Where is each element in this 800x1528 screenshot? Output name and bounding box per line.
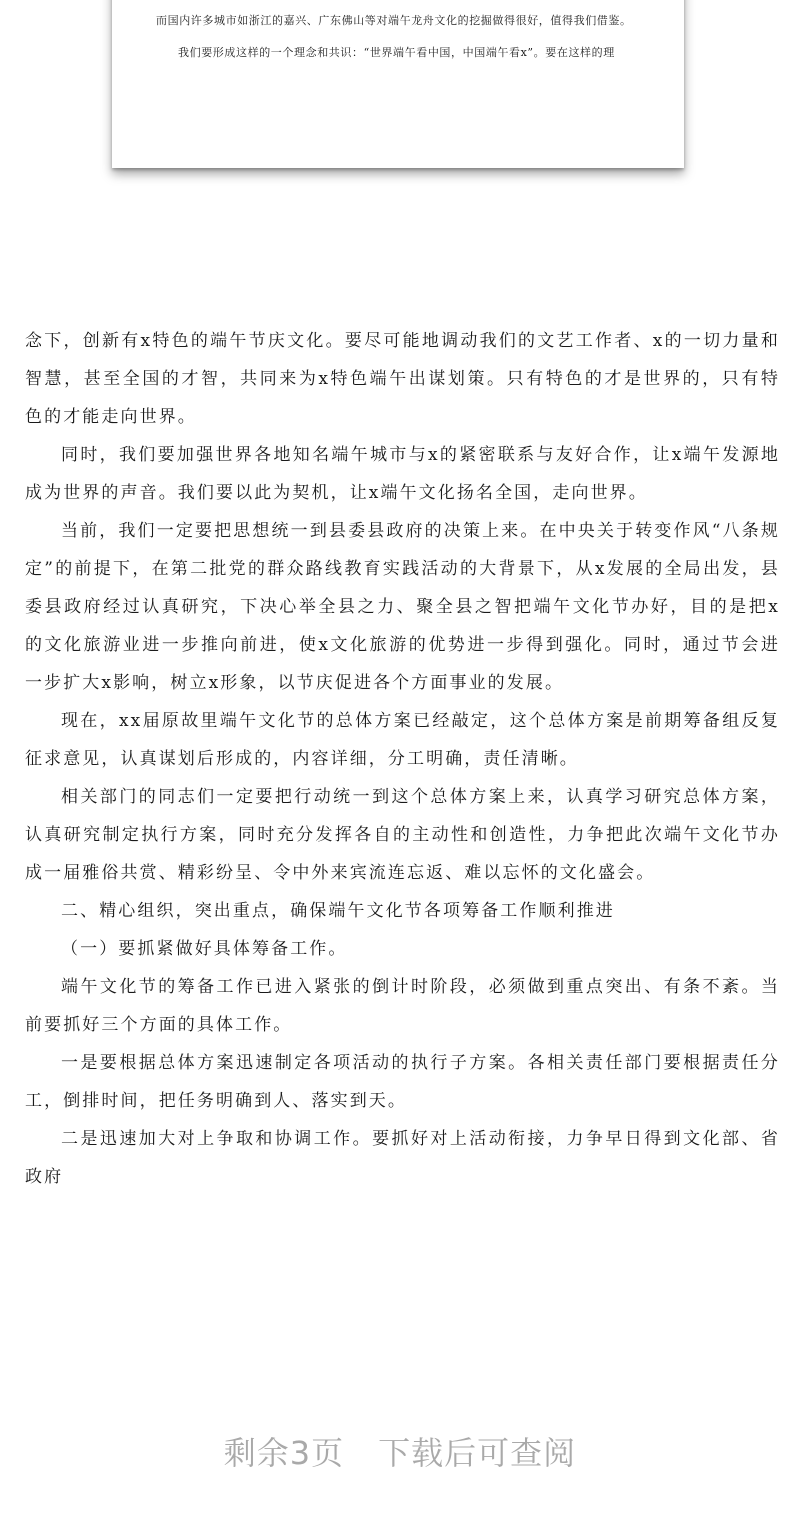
paragraph: 二是迅速加大对上争取和协调工作。要抓好对上活动衔接，力争早日得到文化部、省政府 [25,1129,780,1187]
document-preview-card [112,0,684,168]
download-prompt-button[interactable] [0,1428,800,1474]
subsection-heading: （一）要抓紧做好具体筹备工作。 [61,939,348,959]
paragraph: 一是要根据总体方案迅速制定各项活动的执行子方案。各相关责任部门要根据责任分工，倒排时间，把任务明确到人、落实到天。 [25,1053,780,1111]
paragraph: 相关部门的同志们一定要把行动统一到这个总体方案上来，认真学习研究总体方案，认真研究制定执行方案，同时充分发挥各自的主动性和创造性，力争把此次端午文化节办成一届雅俗共赏、精彩纷呈、令中外来宾流连忘返、难以忘怀的文化盛会。 [25,787,780,883]
remaining-pages-label: 剩余3页 [223,1434,345,1472]
document-body [25,322,780,1196]
paragraph: 同时，我们要加强世界各地知名端午城市与x的紧密联系与友好合作，让x端午发源地成为世界的声音。我们要以此为契机，让x端午文化扬名全国，走向世界。 [25,445,780,503]
preview-line-1: 而国内许多城市如浙江的嘉兴、广东佛山等对端午龙舟文化的挖掘做得很好，值得我们借鉴。 [156,14,632,27]
paragraph: 端午文化节的筹备工作已进入紧张的倒计时阶段，必须做到重点突出、有条不紊。当前要抓好三个方面的具体工作。 [25,977,780,1035]
section-heading: 二、精心组织，突出重点，确保端午文化节各项筹备工作顺利推进 [61,901,615,921]
paragraph: 当前，我们一定要把思想统一到县委县政府的决策上来。在中央关于转变作风“八条规定”的前提下，在第二批党的群众路线教育实践活动的大背景下，从x发展的全局出发，县委县政府经过认真研究，下决心举全县之力、聚全县之智把端午文化节办好，目的是把x的文化旅游业进一步推向前进，使x文化旅游的优势进一步得到强化。同时，通过节会进一步扩大x影响，树立x形象，以节庆促进各个方面事业的发展。 [25,521,780,693]
paragraph: 现在，xx届原故里端午文化节的总体方案已经敲定，这个总体方案是前期筹备组反复征求意见，认真谋划后形成的，内容详细，分工明确，责任清晰。 [25,711,780,769]
download-hint-label: 下载后可查阅 [378,1434,577,1472]
preview-line-2: 我们要形成这样的一个理念和共识：“世界端午看中国，中国端午看x”。要在这样的理 [178,46,615,59]
paragraph-continuation: 念下，创新有x特色的端午节庆文化。要尽可能地调动我们的文艺工作者、x的一切力量和智慧，甚至全国的才智，共同来为x特色端午出谋划策。只有特色的才是世界的，只有特色的才能走向世界。 [25,331,780,427]
